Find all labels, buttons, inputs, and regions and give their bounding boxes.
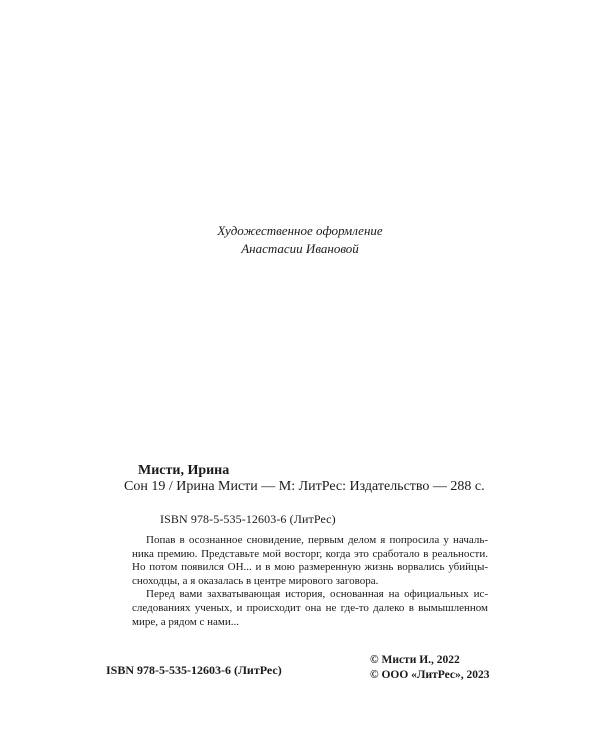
catalog-author: Мисти, Ирина bbox=[138, 463, 230, 478]
annotation-line: ника премию. Представьте мой восторг, когда это сработало в реальности. bbox=[132, 547, 488, 560]
annotation-line: следованиях ученых, и происходит она не где-то далеко в вымышленном bbox=[132, 601, 488, 614]
design-credit-line-2: Анастасии Ивановой bbox=[241, 241, 359, 256]
annotation-paragraph-1 bbox=[132, 534, 488, 588]
annotation-line: Но потом появился ОН... и в мою размеренную жизнь ворвались убийцы- bbox=[132, 561, 488, 574]
catalog-bibliographic-record: Сон 19 / Ирина Мисти — М: ЛитРес: Издательство — 288 с. bbox=[124, 479, 485, 494]
annotation-line: Перед вами захватывающая история, основанная на официальных ис- bbox=[146, 588, 488, 601]
catalog-isbn: ISBN 978-5-535-12603-6 (ЛитРес) bbox=[160, 512, 336, 526]
footer-isbn: ISBN 978-5-535-12603-6 (ЛитРес) bbox=[106, 663, 282, 677]
copyright-author: © Мисти И., 2022 bbox=[370, 654, 460, 666]
annotation-line: Попав в осознанное сновидение, первым делом я попросила у началь- bbox=[146, 534, 488, 546]
annotation-line: мире, а рядом с нами... bbox=[132, 615, 240, 628]
copyright-notice bbox=[370, 653, 490, 683]
copyright-publisher: © ООО «ЛитРес», 2023 bbox=[370, 669, 490, 681]
annotation bbox=[132, 534, 488, 629]
annotation-line: сноходцы, а я оказалась в центре мирового заговора. bbox=[132, 574, 379, 587]
design-credit-line-1: Художественное оформление bbox=[217, 223, 383, 238]
design-credit bbox=[0, 222, 600, 258]
annotation-paragraph-2 bbox=[132, 588, 488, 629]
